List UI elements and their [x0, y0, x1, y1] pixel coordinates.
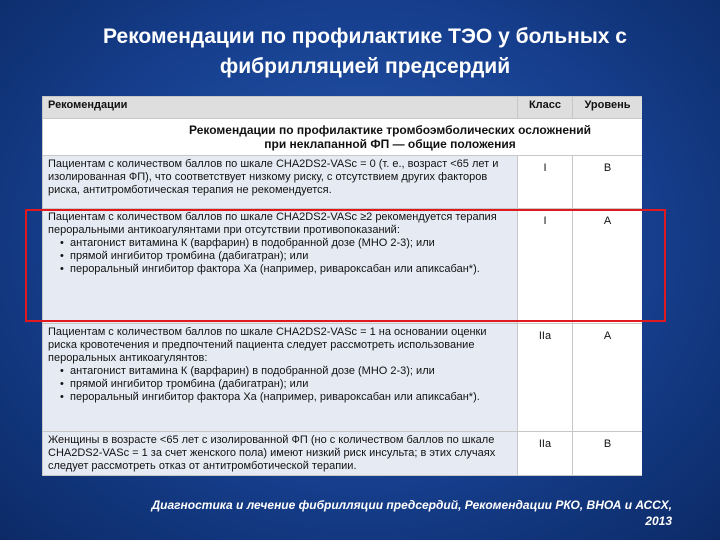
bullet-list	[48, 365, 512, 404]
recommendation-text: Пациентам с количеством баллов по шкале CHA2DS2-VASc = 1 на основании оценки риска кровотечения и предпочтений пациента следует рассмотреть использование пероральных антикоагулянтов:	[48, 326, 487, 364]
list-item: • пероральный ингибитор фактора Xa (например, ривароксабан или апиксабан*).	[70, 263, 512, 276]
level-cell: B	[573, 156, 643, 209]
recommendation-cell	[43, 324, 518, 432]
slide-title-line-2: фибрилляцией предсердий	[219, 55, 511, 78]
table-row	[43, 156, 643, 209]
source-citation	[52, 497, 672, 529]
section-heading-row	[43, 119, 643, 156]
header-recommendations: Рекомендации	[43, 97, 518, 119]
list-item: • антагонист витамина К (варфарин) в подобранной дозе (МНО 2-3); или	[70, 365, 512, 378]
section-heading-line-2: при неклапанной ФП — общие положения	[264, 137, 516, 151]
recommendation-text: Пациентам с количеством баллов по шкале CHA2DS2-VASc = 0 (т. е., возраст <65 лет и изолированная ФП), что соответствует низкому риску, с отсутствием других факторов риска, антитромботическая терапия не рекомендуется.	[48, 158, 499, 196]
section-heading	[43, 119, 643, 156]
recommendation-text: Женщины в возрасте <65 лет с изолированной ФП (но с количеством баллов по шкале CHA2DS2-VASc = 1 за счет женского пола) имеют низкий риск инсульта; в этих случаях следует рассмотреть отказ от антитромботической терапии.	[48, 434, 496, 472]
level-cell: A	[573, 209, 643, 324]
table-row	[43, 432, 643, 476]
recommendation-text: Пациентам с количеством баллов по шкале CHA2DS2-VASc ≥2 рекомендуется терапия пероральными антикоагулянтами при отсутствии противопоказаний:	[48, 211, 497, 236]
table-row	[43, 324, 643, 432]
highlight-frame	[25, 209, 666, 322]
class-cell: I	[518, 209, 573, 324]
class-cell: I	[518, 156, 573, 209]
source-citation-line-2: 2013	[645, 514, 672, 528]
table-header-row	[43, 97, 643, 119]
slide-title-line-1: Рекомендации по профилактике ТЭО у больных с	[103, 25, 627, 48]
list-item: • пероральный ингибитор фактора Xa (например, ривароксабан или апиксабан*).	[70, 391, 512, 404]
header-level: Уровень	[573, 97, 643, 119]
header-class: Класс	[518, 97, 573, 119]
level-cell: B	[573, 432, 643, 476]
recommendation-cell	[43, 156, 518, 209]
level-cell: A	[573, 324, 643, 432]
recommendation-cell	[43, 432, 518, 476]
list-item: • антагонист витамина К (варфарин) в подобранной дозе (МНО 2-3); или	[70, 237, 512, 250]
list-item: • прямой ингибитор тромбина (дабигатран); или	[70, 378, 512, 391]
list-item: • прямой ингибитор тромбина (дабигатран); или	[70, 250, 512, 263]
section-heading-line-1: Рекомендации по профилактике тромбоэмболических осложнений	[189, 123, 591, 137]
class-cell: IIa	[518, 432, 573, 476]
class-cell: IIa	[518, 324, 573, 432]
slide-title	[40, 22, 690, 82]
source-citation-line-1: Диагностика и лечение фибрилляции предсердий, Рекомендации РКО, ВНОА и АССХ,	[151, 498, 672, 512]
